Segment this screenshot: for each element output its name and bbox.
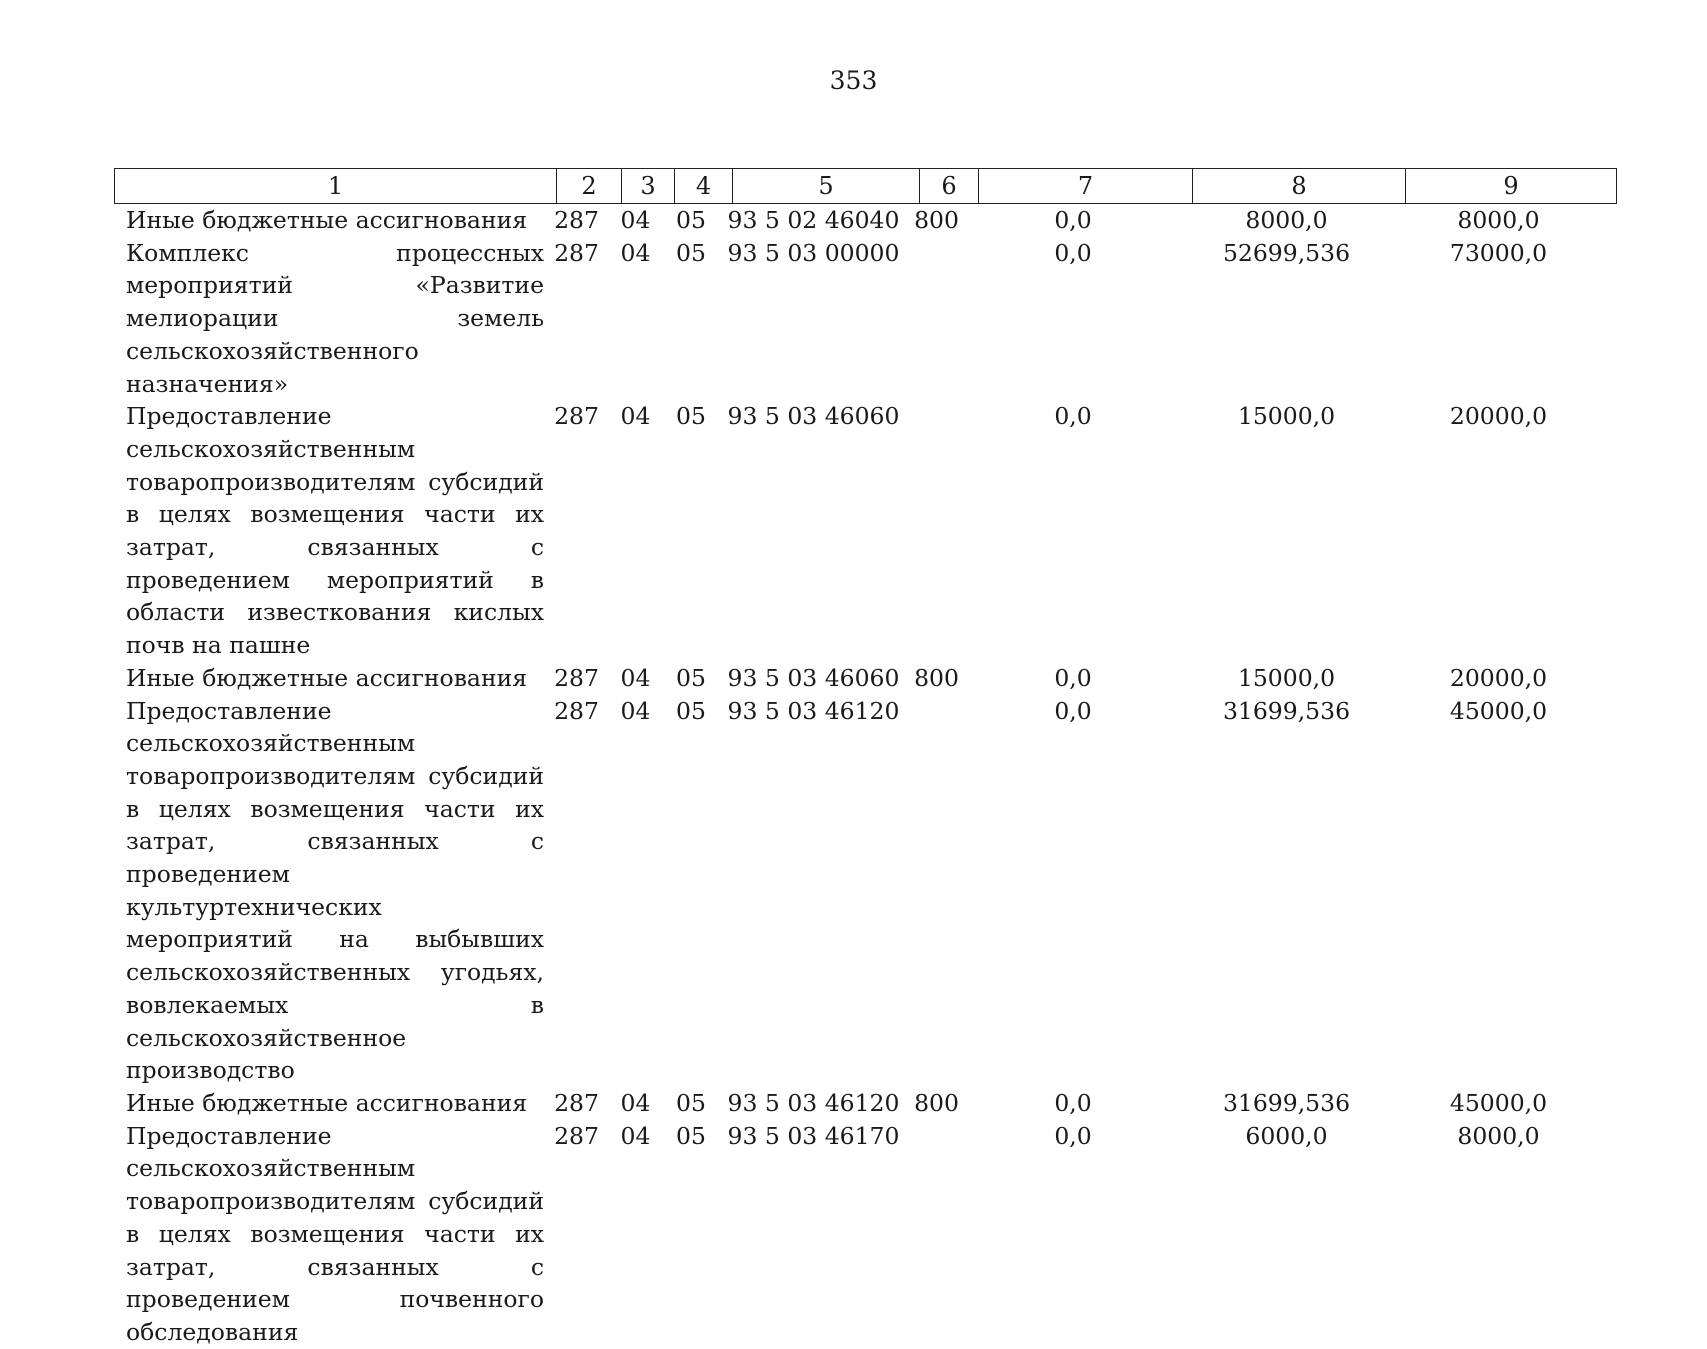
row-col-2: 287 xyxy=(554,1121,599,1150)
row-col-8: 31699,536 xyxy=(1222,1088,1351,1117)
row-col-9: 8000,0 xyxy=(1457,206,1540,234)
table-row xyxy=(114,400,1624,662)
row-col-7: 0,0 xyxy=(1054,238,1092,267)
row-col-8: 8000,0 xyxy=(1245,206,1328,234)
header-col-6: 6 xyxy=(920,169,979,204)
header-col-5: 5 xyxy=(733,169,920,204)
column-header-table xyxy=(114,168,1617,204)
row-col-5: 93 5 03 00000 xyxy=(727,238,900,267)
row-name: Иные бюджетные ассигнования xyxy=(126,206,528,234)
table-row xyxy=(114,237,1624,401)
row-col-7: 0,0 xyxy=(1054,1088,1092,1117)
row-col-3: 04 xyxy=(620,402,651,431)
row-name: Иные бюджетные ассигнования xyxy=(126,1088,528,1117)
row-col-8: 15000,0 xyxy=(1237,663,1336,692)
header-col-1: 1 xyxy=(115,169,557,204)
row-col-5: 93 5 02 46040 xyxy=(727,206,900,234)
row-col-7: 0,0 xyxy=(1054,206,1092,234)
row-col-3: 04 xyxy=(620,663,651,692)
row-col-9: 45000,0 xyxy=(1449,696,1548,725)
row-col-3: 04 xyxy=(620,1121,651,1150)
row-col-4: 05 xyxy=(676,206,706,234)
row-col-3: 04 xyxy=(620,206,651,234)
row-col-5: 93 5 03 46170 xyxy=(727,1121,900,1150)
row-col-3: 04 xyxy=(620,696,651,725)
row-col-5: 93 5 03 46120 xyxy=(727,696,900,725)
row-col-9: 8000,0 xyxy=(1457,1121,1540,1150)
row-col-2: 287 xyxy=(554,238,599,267)
row-name: Предоставление сельскохозяйственным товаропроизводителям субсидий в целях возмещения части их затрат, связанных с проведением почвенного обследования xyxy=(126,1121,544,1346)
row-col-4: 05 xyxy=(676,402,706,431)
row-col-9: 45000,0 xyxy=(1449,1088,1548,1117)
row-col-9: 20000,0 xyxy=(1449,402,1548,431)
row-col-2: 287 xyxy=(554,663,599,692)
row-col-5: 93 5 03 46060 xyxy=(727,402,900,431)
header-row xyxy=(115,169,1617,204)
row-col-7: 0,0 xyxy=(1054,696,1092,725)
row-col-6: 800 xyxy=(914,663,959,692)
header-col-7: 7 xyxy=(979,169,1193,204)
row-col-6: 800 xyxy=(914,1088,959,1117)
row-col-4: 05 xyxy=(676,238,706,267)
row-col-4: 05 xyxy=(676,1121,706,1150)
row-col-2: 287 xyxy=(554,1088,599,1117)
row-name: Предоставление сельскохозяйственным товаропроизводителям субсидий в целях возмещения части их затрат, связанных с проведением культуртехнических мероприятий на выбывших сельскохозяйственных угодьях, вовлекаемых в сельскохозяйственное производство xyxy=(126,696,544,1085)
header-col-4: 4 xyxy=(675,169,733,204)
header-col-3: 3 xyxy=(622,169,675,204)
table-row xyxy=(114,1087,1624,1120)
header-col-8: 8 xyxy=(1193,169,1406,204)
row-name: Иные бюджетные ассигнования xyxy=(126,663,528,692)
row-col-7: 0,0 xyxy=(1054,1121,1092,1150)
row-col-2: 287 xyxy=(554,206,599,234)
row-col-5: 93 5 03 46060 xyxy=(727,663,900,692)
row-col-8: 6000,0 xyxy=(1245,1121,1328,1150)
row-col-2: 287 xyxy=(554,402,599,431)
row-col-4: 05 xyxy=(676,1088,706,1117)
table-row xyxy=(114,695,1624,1087)
row-name: Предоставление сельскохозяйственным товаропроизводителям субсидий в целях возмещения части их затрат, связанных с проведением мероприятий в области известкования кислых почв на пашне xyxy=(126,402,544,660)
row-col-3: 04 xyxy=(620,1088,651,1117)
row-col-8: 15000,0 xyxy=(1237,402,1336,431)
row-col-4: 05 xyxy=(676,696,706,725)
table-row xyxy=(114,204,1624,237)
row-col-3: 04 xyxy=(620,238,651,267)
page-number: 353 xyxy=(829,66,878,95)
row-col-9: 20000,0 xyxy=(1449,663,1548,692)
row-col-7: 0,0 xyxy=(1054,402,1092,431)
table-row xyxy=(114,662,1624,695)
budget-table-body xyxy=(114,204,1624,1349)
table-row xyxy=(114,1120,1624,1349)
row-col-8: 52699,536 xyxy=(1222,238,1351,267)
header-col-9: 9 xyxy=(1406,169,1617,204)
row-col-6: 800 xyxy=(914,206,959,234)
row-col-8: 31699,536 xyxy=(1222,696,1351,725)
row-col-2: 287 xyxy=(554,696,599,725)
row-name: Комплекс процессных мероприятий «Развитие мелиорации земель сельскохозяйственного назначения» xyxy=(126,238,544,398)
row-col-4: 05 xyxy=(676,663,706,692)
row-col-9: 73000,0 xyxy=(1449,238,1548,267)
header-col-2: 2 xyxy=(557,169,622,204)
row-col-7: 0,0 xyxy=(1054,663,1092,692)
row-col-5: 93 5 03 46120 xyxy=(727,1088,900,1117)
